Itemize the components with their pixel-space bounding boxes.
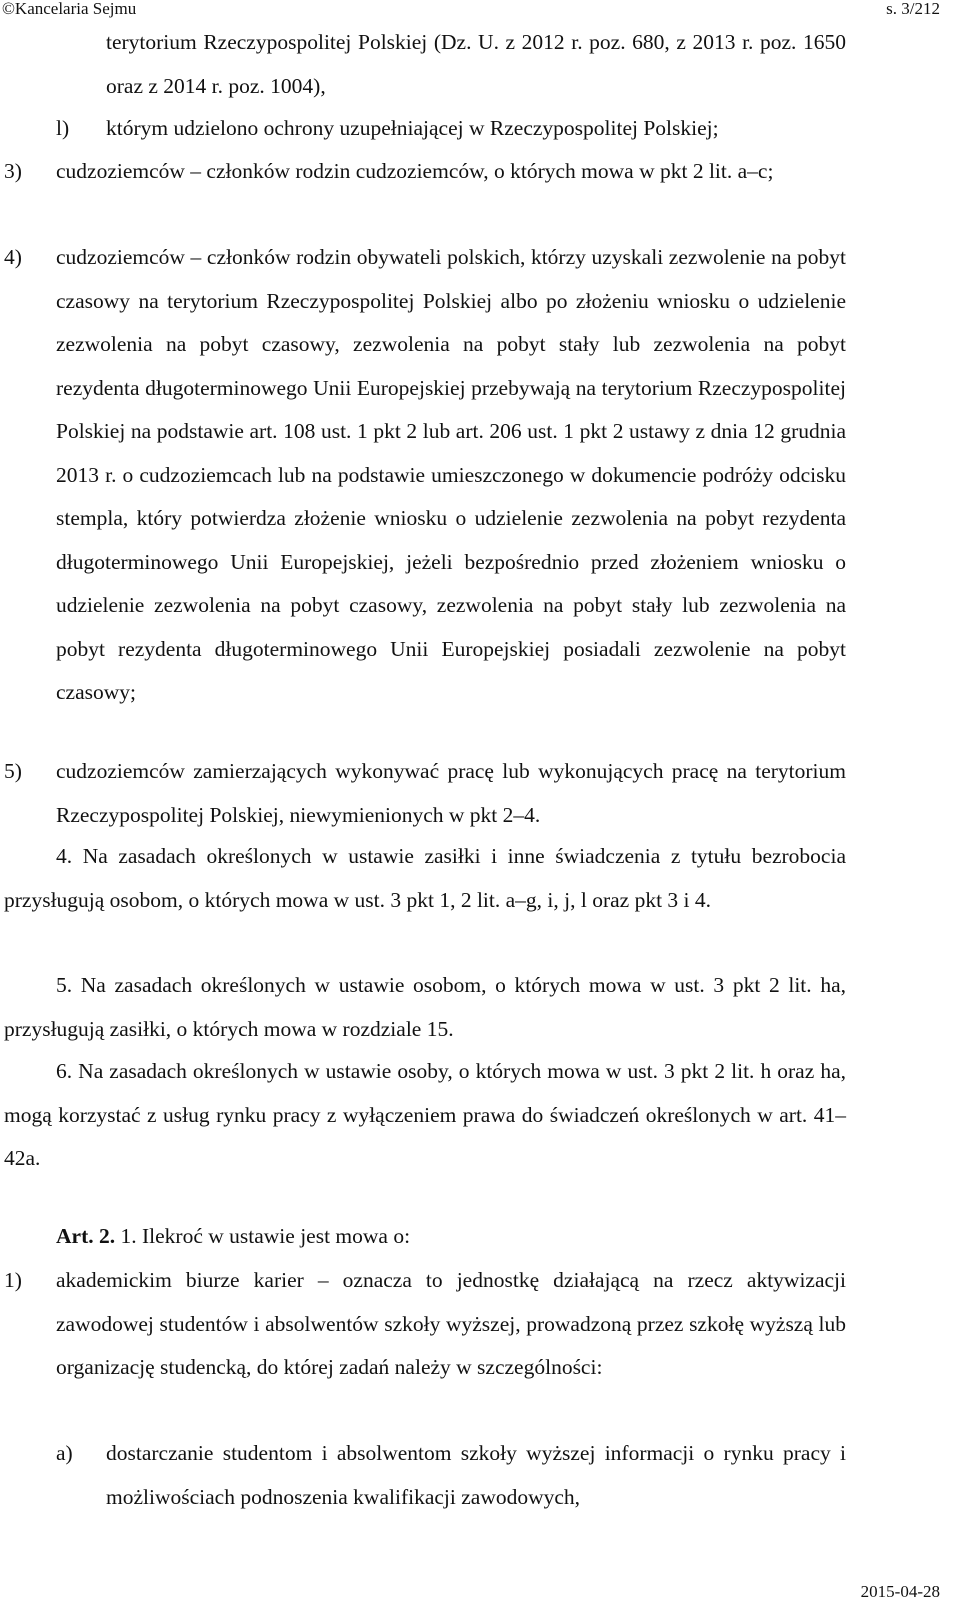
art2-item-1-text: akademickim biurze karier – oznacza to jednostkę działającą na rzecz aktywizacji zawodowej studentów i absolwentów szkoły wyższej, prowadzoną przez szkołę wyższą lub organizację studencką, do której zadań należy w szczególności: bbox=[56, 1268, 846, 1379]
header-page-number: s. 3/212 bbox=[886, 0, 940, 18]
article-2-intro-text: 1. Ilekroć w ustawie jest mowa o: bbox=[115, 1224, 411, 1248]
paragraph-6: 6. Na zasadach określonych w ustawie osoby, o których mowa w ust. 3 pkt 2 lit. h oraz ha, mogą korzystać z usług rynku pracy z wyłączeniem prawa do świadczeń określonych w art. 41–42a. bbox=[4, 1059, 846, 1170]
article-2-intro bbox=[56, 1215, 846, 1259]
paragraph-5: 5. Na zasadach określonych w ustawie osobom, o których mowa w ust. 3 pkt 2 lit. ha, przysługują zasiłki, o których mowa w rozdziale 15. bbox=[4, 973, 846, 1041]
footer-date: 2015-04-28 bbox=[860, 1582, 940, 1601]
art2-item-1a-text: dostarczanie studentom i absolwentom szkoły wyższej informacji o rynku pracy i możliwościach podnoszenia kwalifikacji zawodowych, bbox=[106, 1441, 846, 1509]
item-4-text: cudzoziemców – członków rodzin obywateli polskich, którzy uzyskali zezwolenie na pobyt czasowy na terytorium Rzeczypospolitej Polskiej albo po złożeniu wniosku o udzielenie zezwolenia na pobyt czasowy, zezwolenia na pobyt stały lub zezwolenia na pobyt rezydenta długoterminowego Unii Europejskiej przebywają na terytorium Rzeczypospolitej Polskiej na podstawie art. 108 ust. 1 pkt 2 lub art. 206 ust. 1 pkt 2 ustawy z dnia 12 grudnia 2013 r. o cudzoziemcach lub na podstawie umieszczonego w dokumencie podróży odcisku stempla, który potwierdza złożenie wniosku o udzielenie zezwolenia na pobyt rezydenta długoterminowego Unii Europejskiej, jeżeli bezpośrednio przed złożeniem wniosku o udzielenie zezwolenia na pobyt czasowy, zezwolenia na pobyt stały lub zezwolenia na pobyt rezydenta długoterminowego Unii Europejskiej posiadali zezwolenie na pobyt czasowy; bbox=[56, 245, 846, 704]
article-2-heading: Art. 2. bbox=[56, 1224, 116, 1248]
art2-item-1-label: 1) bbox=[4, 1268, 22, 1292]
item-l-text: którym udzielono ochrony uzupełniającej w Rzeczypospolitej Polskiej; bbox=[106, 116, 719, 140]
item-5-label: 5) bbox=[4, 759, 22, 783]
art2-item-1a-label: a) bbox=[56, 1441, 73, 1465]
item-5-text: cudzoziemców zamierzających wykonywać pracę lub wykonujących pracę na terytorium Rzeczypospolitej Polskiej, niewymienionych w pkt 2–4. bbox=[56, 759, 846, 827]
item-4-label: 4) bbox=[4, 245, 22, 269]
item-3-text: cudzoziemców – członków rodzin cudzoziemców, o których mowa w pkt 2 lit. a–c; bbox=[56, 159, 774, 183]
header-publisher: ©Kancelaria Sejmu bbox=[2, 0, 137, 18]
item-3-label: 3) bbox=[4, 159, 22, 183]
item-k-continuation: terytorium Rzeczypospolitej Polskiej (Dz. U. z 2012 r. poz. 680, z 2013 r. poz. 1650 oraz z 2014 r. poz. 1004), bbox=[106, 30, 846, 98]
paragraph-4: 4. Na zasadach określonych w ustawie zasiłki i inne świadczenia z tytułu bezrobocia przysługują osobom, o których mowa w ust. 3 pkt 1, 2 lit. a–g, i, j, l oraz pkt 3 i 4. bbox=[4, 844, 846, 912]
item-l-label: l) bbox=[56, 116, 70, 140]
